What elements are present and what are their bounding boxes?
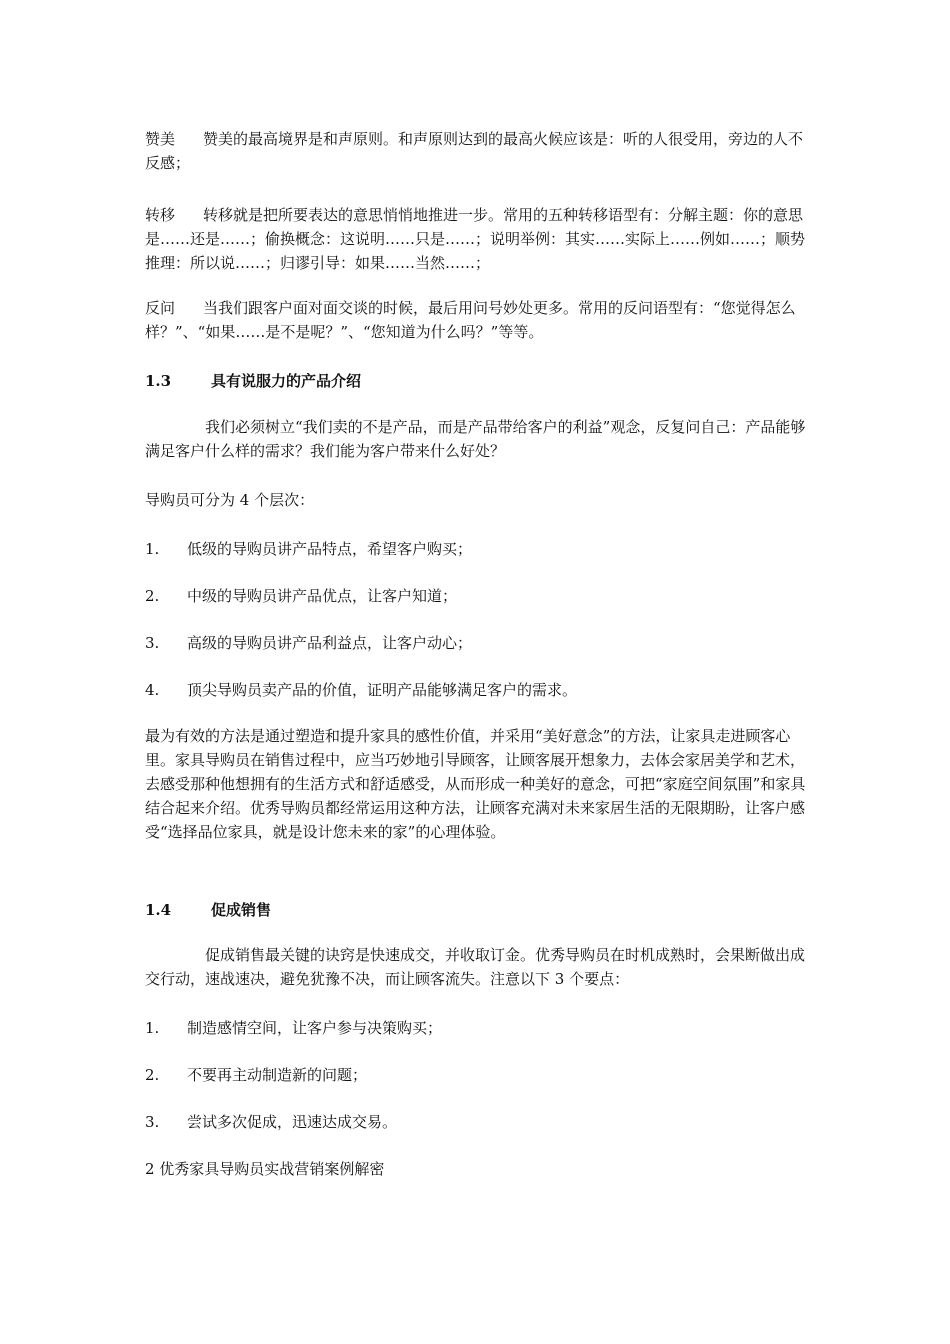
term-label: 反问 [145,299,176,317]
list-text: 不要再主动制造新的问题； [187,1066,368,1084]
section-title: 促成销售 [211,901,272,919]
paragraph-fanwen [145,296,807,344]
paragraph-intro: 我们必须树立“我们卖的不是产品，而是产品带给客户的利益”观念，反复问自己：产品能够满足客户什么样的需求？我们能为客户带来什么好处？ [145,418,806,460]
paragraph-method: 最为有效的方法是通过塑造和提升家具的感性价值，并采用“美好意念”的方法，让家具走进顾客心里。家具导购员在销售过程中，应当巧妙地引导顾客，让顾客展开想象力，去体会家居美学和艺术，去感受那种他想拥有的生活方式和舒适感受，从而形成一种美好的意念，可把“家庭空间氛围”和家具结合起来介绍。优秀导购员都经常运用这种方法，让顾客充满对未来家居生活的无限期盼，让客户感受“选择品位家具，就是设计您未来的家”的心理体验。 [145,727,806,841]
section-number: 1.3 [145,372,172,390]
list-number: 1. [145,1019,160,1037]
section-heading-1-4 [145,898,807,922]
paragraph-levels: 导购员可分为 4 个层次： [145,491,315,509]
term-label: 赞美 [145,130,176,148]
list-number: 2. [145,1066,160,1084]
term-text: 赞美的最高境界是和声原则。和声原则达到的最高火候应该是：听的人很受用，旁边的人不反感； [145,130,804,172]
list-item [145,678,807,702]
section-number: 1.4 [145,901,172,919]
list-item [145,1063,807,1087]
list-text: 尝试多次促成，迅速达成交易。 [187,1113,398,1131]
paragraph-zhuanyi [145,203,807,275]
list-item [145,584,807,608]
list-number: 2. [145,587,160,605]
list-number: 3. [145,1113,160,1131]
list-item [145,631,807,655]
section-heading-1-3 [145,369,807,393]
chapter-heading-2: 2 优秀家具导购员实战营销案例解密 [145,1160,385,1178]
section-title: 具有说服力的产品介绍 [211,372,362,390]
paragraph-close: 促成销售最关键的诀窍是快速成交，并收取订金。优秀导购员在时机成熟时，会果断做出成交行动，速战速决，避免犹豫不决，而让顾客流失。注意以下 3 个要点： [145,946,806,988]
term-text: 当我们跟客户面对面交谈的时候，最后用问号妙处更多。常用的反问语型有：“您觉得怎么样？”、“如果……是不是呢？”、“您知道为什么吗？”等等。 [145,299,796,341]
list-item [145,1016,807,1040]
list-text: 高级的导购员讲产品利益点，让客户动心； [187,634,473,652]
list-text: 低级的导购员讲产品特点，希望客户购买； [187,540,473,558]
term-text: 转移就是把所要表达的意思悄悄地推进一步。常用的五种转移语型有：分解主题：你的意思是……还是……；偷换概念：这说明……只是……；说明举例：其实……实际上……例如……；顺势推理：所以说……；归谬引导：如果……当然……； [145,206,806,272]
list-text: 制造感情空间，让客户参与决策购买； [187,1019,443,1037]
list-number: 4. [145,681,160,699]
list-item [145,1110,807,1134]
list-text: 顶尖导购员卖产品的价值，证明产品能够满足客户的需求。 [187,681,578,699]
list-number: 3. [145,634,160,652]
list-item [145,537,807,561]
list-text: 中级的导购员讲产品优点，让客户知道； [187,587,458,605]
paragraph-zanmei [145,127,807,175]
list-number: 1. [145,540,160,558]
term-label: 转移 [145,206,176,224]
